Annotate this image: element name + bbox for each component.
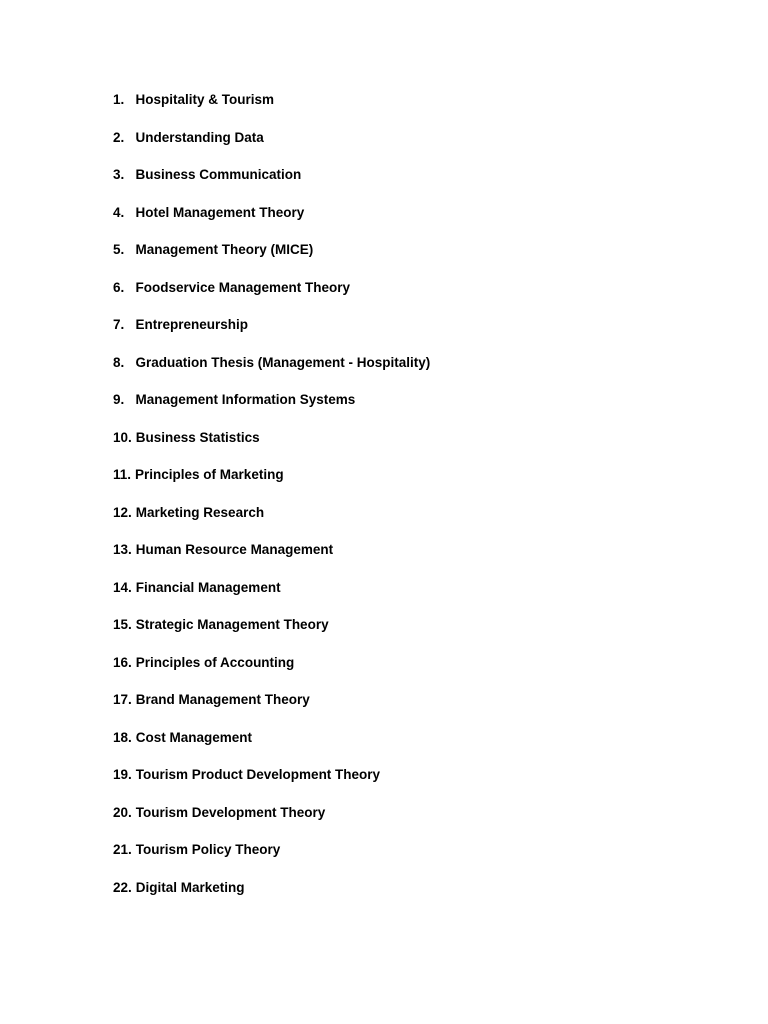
list-item <box>113 391 430 429</box>
item-title: Understanding Data <box>135 129 264 145</box>
item-number: 3. <box>113 167 125 182</box>
item-number: 17. <box>113 692 132 707</box>
item-title: Hospitality & Tourism <box>135 92 275 107</box>
item-title: Human Resource Management <box>135 542 334 557</box>
item-number: 11. <box>113 467 132 482</box>
item-number: 2. <box>113 129 125 145</box>
item-title: Hotel Management Theory <box>135 204 305 220</box>
list-item <box>113 129 430 167</box>
item-number: 22. <box>113 879 132 895</box>
list-item <box>113 541 430 579</box>
item-title: Tourism Policy Theory <box>135 842 281 857</box>
course-list <box>113 91 430 916</box>
item-title: Tourism Development Theory <box>135 804 326 820</box>
item-number: 5. <box>113 242 125 257</box>
item-number: 16. <box>113 654 132 670</box>
list-item <box>113 804 430 842</box>
item-number: 7. <box>113 317 125 332</box>
list-item <box>113 316 430 354</box>
list-item <box>113 691 430 729</box>
item-title: Strategic Management Theory <box>135 617 329 632</box>
item-title: Principles of Accounting <box>135 654 295 670</box>
list-item <box>113 879 430 917</box>
list-item <box>113 466 430 504</box>
item-title: Graduation Thesis (Management - Hospitality) <box>135 354 431 370</box>
list-item <box>113 729 430 767</box>
item-number: 19. <box>113 767 132 782</box>
item-title: Cost Management <box>135 729 253 745</box>
item-title: Management Information Systems <box>135 392 356 407</box>
list-item <box>113 204 430 242</box>
item-title: Digital Marketing <box>135 879 245 895</box>
list-item <box>113 616 430 654</box>
item-title: Foodservice Management Theory <box>135 279 351 295</box>
list-item <box>113 91 430 129</box>
item-title: Business Statistics <box>135 429 260 445</box>
item-number: 8. <box>113 354 125 370</box>
item-number: 12. <box>113 504 132 520</box>
item-number: 15. <box>113 617 132 632</box>
list-item <box>113 166 430 204</box>
item-number: 1. <box>113 92 125 107</box>
list-item <box>113 766 430 804</box>
item-number: 6. <box>113 279 125 295</box>
item-number: 10. <box>113 429 132 445</box>
list-item <box>113 241 430 279</box>
list-item <box>113 279 430 317</box>
item-number: 4. <box>113 204 125 220</box>
item-title: Marketing Research <box>135 504 265 520</box>
item-title: Brand Management Theory <box>135 692 310 707</box>
item-number: 14. <box>113 579 132 595</box>
item-title: Entrepreneurship <box>135 317 249 332</box>
item-number: 13. <box>113 542 132 557</box>
item-number: 9. <box>113 392 125 407</box>
item-title: Financial Management <box>135 579 281 595</box>
item-number: 20. <box>113 804 132 820</box>
item-number: 21. <box>113 842 132 857</box>
item-title: Principles of Marketing <box>135 467 284 482</box>
item-title: Management Theory (MICE) <box>135 242 314 257</box>
item-title: Tourism Product Development Theory <box>135 767 381 782</box>
list-item <box>113 354 430 392</box>
list-item <box>113 579 430 617</box>
list-item <box>113 654 430 692</box>
list-item <box>113 504 430 542</box>
list-item <box>113 841 430 879</box>
item-title: Business Communication <box>135 167 302 182</box>
item-number: 18. <box>113 729 132 745</box>
list-item <box>113 429 430 467</box>
